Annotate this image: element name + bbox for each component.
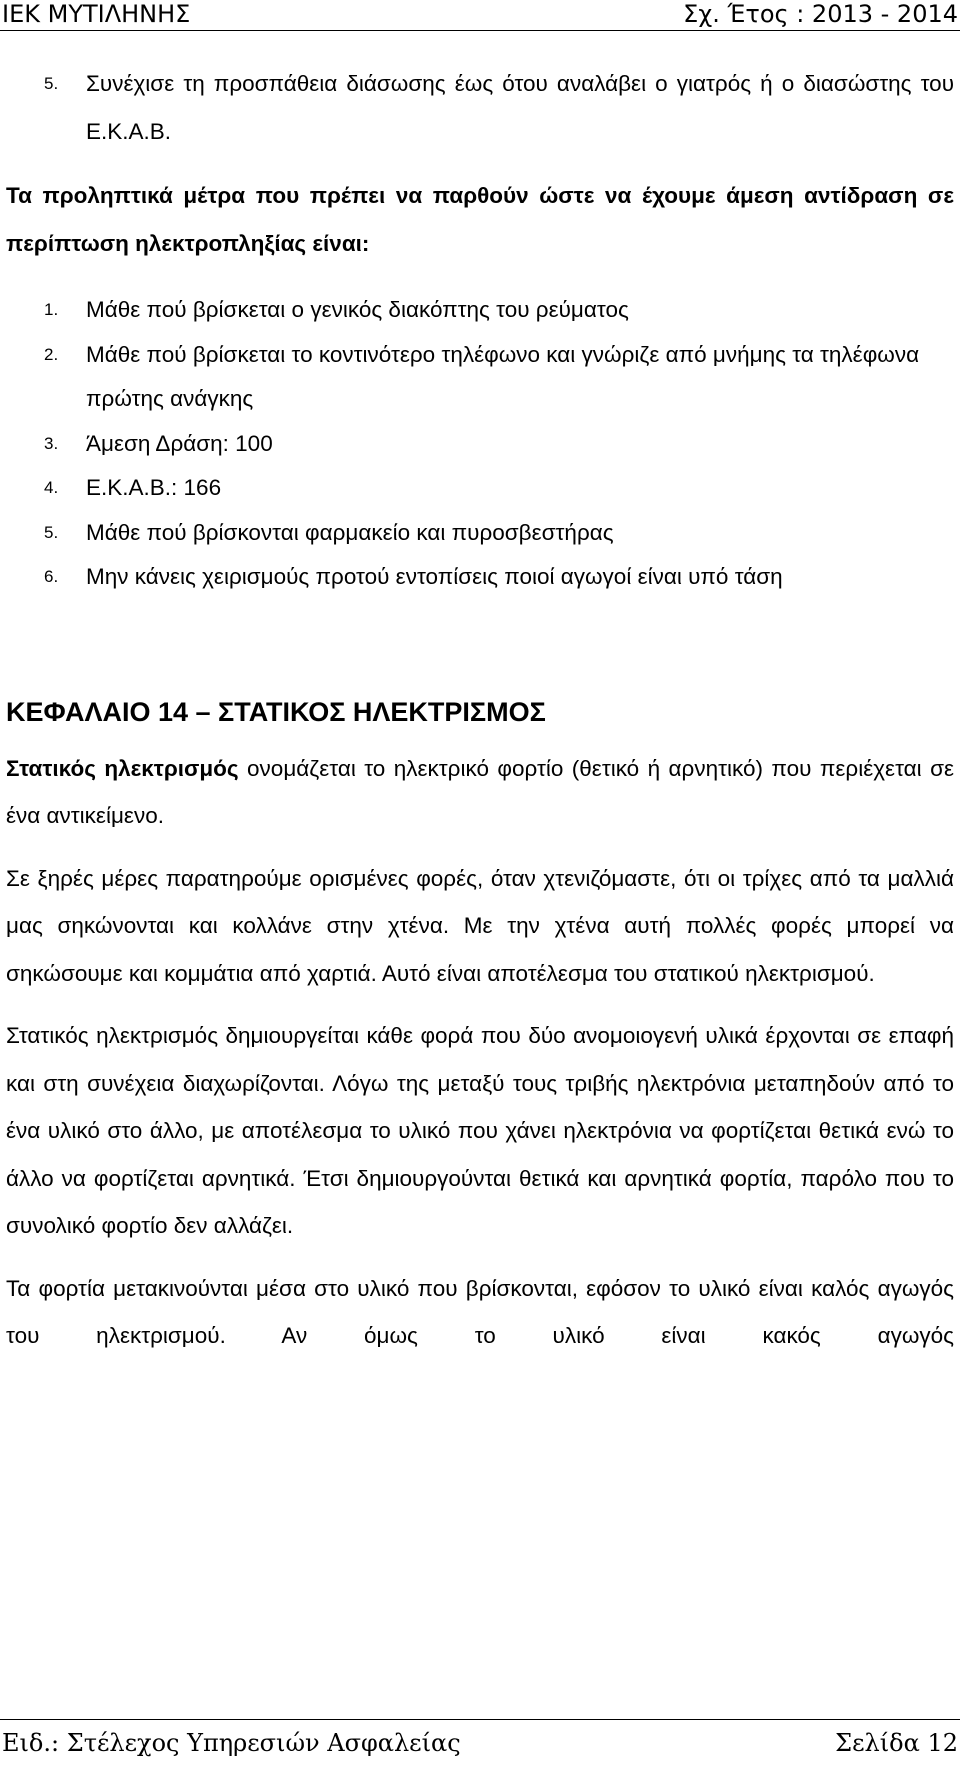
page-header: [0, 0, 960, 31]
footer-specialty: Ειδ.: Στέλεχος Υπηρεσιών Ασφαλείας: [2, 1729, 461, 1757]
page-body: [6, 60, 954, 1360]
definition-paragraph: [6, 745, 954, 840]
list-text: Άμεση Δράση: 100: [86, 430, 273, 456]
list-number: 6.: [44, 567, 59, 586]
measures-title: Τα προληπτικά μέτρα που πρέπει να παρθούν ώστε να έχουμε άμεση αντίδραση σε περίπτωση ηλεκτροπληξίας είναι:: [6, 183, 954, 256]
header-school: ΙΕΚ ΜΥΤΙΛΗΝΗΣ: [2, 0, 191, 28]
list-number: 2.: [44, 344, 59, 364]
list-item: [6, 511, 954, 556]
list-text: Ε.Κ.Α.Β.: 166: [86, 475, 222, 500]
measures-list: [6, 288, 954, 600]
list-text: Μάθε πού βρίσκονται φαρμακείο και πυροσβεστήρας: [86, 519, 614, 545]
footer-page-number: Σελίδα 12: [835, 1729, 958, 1757]
definition-term: Στατικός ηλεκτρισμός: [6, 755, 239, 781]
list-text: Μην κάνεις χειρισμούς προτού εντοπίσεις ποιοί αγωγοί είναι υπό τάση: [86, 564, 783, 589]
chapter-title: ΚΕΦΑΛΑΙΟ 14 – ΣΤΑΤΙΚΟΣ ΗΛΕΚΤΡΙΣΜΟΣ: [6, 696, 546, 727]
list-text: Μάθε πού βρίσκεται το κοντινότερο τηλέφωνο και γνώριζε από μνήμης τα τηλέφωνα πρώτης ανάγκης: [86, 341, 920, 411]
list-number: 1.: [44, 300, 59, 319]
list-item: [6, 422, 954, 467]
definition-text: ονομάζεται το ηλεκτρικό φορτίο (θετικό ή αρνητικό) που περιέχεται σε ένα αντικείμενο.: [6, 755, 954, 828]
list-number: 4.: [44, 478, 59, 497]
list-item: [6, 555, 954, 600]
list-text: Μάθε πού βρίσκεται ο γενικός διακόπτης του ρεύματος: [86, 297, 629, 322]
header-school-year: Σχ. Έτος : 2013 - 2014: [683, 0, 958, 28]
paragraph: Στατικός ηλεκτρισμός δημιουργείται κάθε φορά που δύο ανομοιογενή υλικά έρχονται σε επαφή και στη συνέχεια διαχωρίζονται. Λόγω της μεταξύ τους τριβής ηλεκτρόνια μεταπηδούν από το ένα υλικό στο άλλο, με αποτέλεσμα το υλικό που χάνει ηλεκτρόνια να φορτίζεται θετικά ενώ το άλλο να φορτίζεται αρνητικά. Έτσι δημιουργούνται θετικά και αρνητικά φορτία, παρόλο που το συνολικό φορτίο δεν αλλάζει.: [6, 1023, 954, 1238]
page-footer: [0, 1719, 960, 1765]
continued-list: [6, 60, 954, 155]
paragraph: Σε ξηρές μέρες παρατηρούμε ορισμένες φορές, όταν χτενιζόμαστε, ότι οι τρίχες από τα μαλλιά μας σηκώνονται και κολλάνε στην χτένα. Με την χτένα αυτή πολλές φορές μπορεί να σηκώσουμε και κομμάτια από χαρτιά. Αυτό είναι αποτέλεσμα του στατικού ηλεκτρισμού.: [6, 865, 954, 986]
list-item: [6, 466, 954, 511]
list-number: 3.: [44, 433, 59, 453]
list-text: Συνέχισε τη προσπάθεια διάσωσης έως ότου αναλάβει ο γιατρός ή ο διασώστης του Ε.Κ.Α.Β.: [86, 71, 954, 144]
list-item: [6, 60, 954, 155]
list-number: 5.: [44, 522, 59, 542]
list-item: [6, 333, 954, 422]
list-item: [6, 288, 954, 333]
paragraph: Τα φορτία μετακινούνται μέσα στο υλικό που βρίσκονται, εφόσον το υλικό είναι καλός αγωγός του ηλεκτρισμού. Αν όμως το υλικό είναι κακός αγωγός: [6, 1275, 954, 1348]
list-number: 5.: [44, 74, 59, 93]
